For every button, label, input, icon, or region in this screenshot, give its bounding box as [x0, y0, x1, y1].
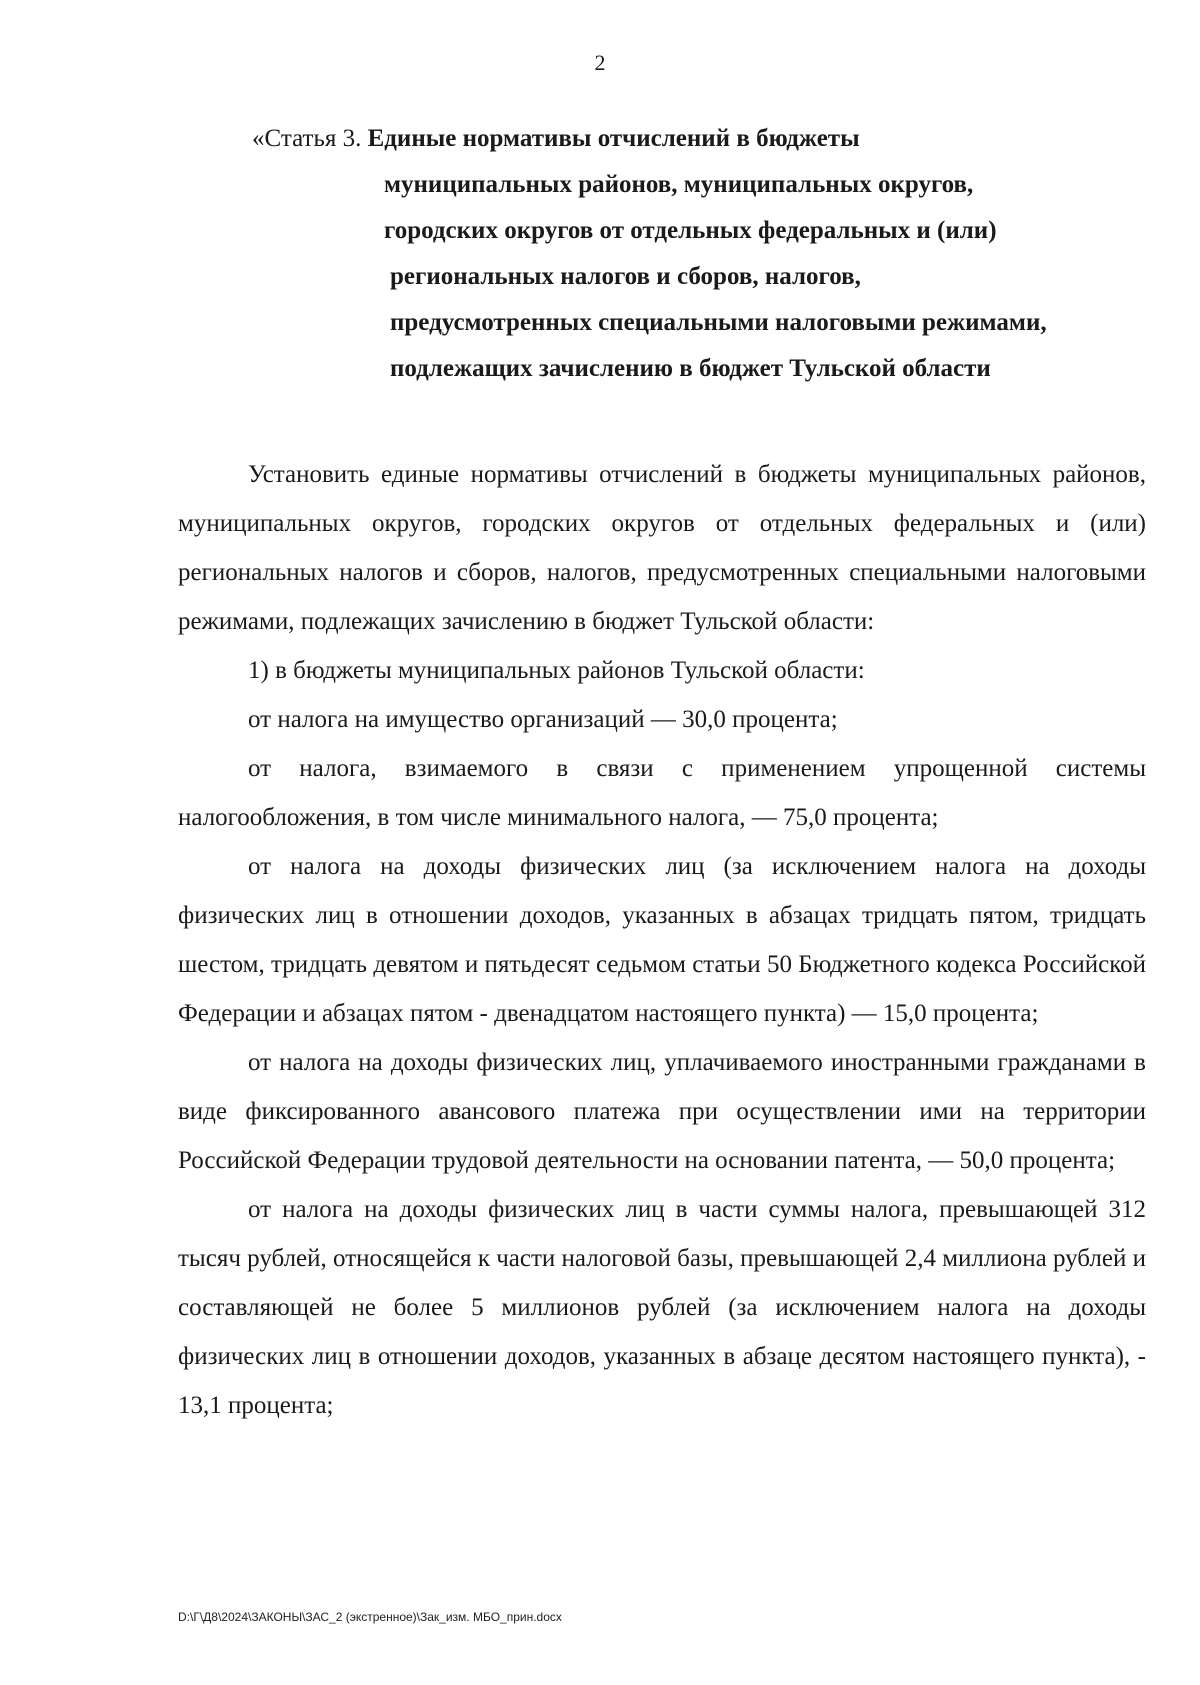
article-title-line: предусмотренных специальными налоговыми режимами, [390, 309, 1047, 336]
body-paragraph: от налога на доходы физических лиц (за исключением налога на доходы физических лиц в отношении доходов, указанных в абзацах тридцать пятом, тридцать шестом, тридцать девятом и пятьдесят седьмом статьи 50 Бюджетного кодекса Российской Федерации и абзацах пятом - двенадцатом настоящего пункта) — 15,0 процента; [178, 853, 1146, 1027]
body-paragraph: от налога на доходы физических лиц в части суммы налога, превышающей 312 тысяч рублей, относящейся к части налоговой базы, превышающей 2,4 миллиона рублей и составляющей не более 5 миллионов рублей (за исключением налога на доходы физических лиц в отношении доходов, указанных в абзаце десятом настоящего пункта), - 13,1 процента; [178, 1196, 1146, 1419]
article-title-line: муниципальных районов, муниципальных округов, [384, 171, 974, 198]
body-paragraph: от налога на имущество организаций — 30,0 процента; [248, 706, 838, 733]
file-path-footer: D:\Г\Д8\2024\ЗАКОНЫ\ЗАС_2 (экстренное)\Зак_изм. МБО_прин.docx [178, 1610, 562, 1624]
article-body [178, 450, 1146, 1430]
article-title-line: подлежащих зачислению в бюджет Тульской области [390, 355, 991, 382]
article-title-line: городских округов от отдельных федеральных и (или) [384, 217, 997, 244]
body-paragraph: от налога, взимаемого в связи с применением упрощенной системы налогообложения, в том числе минимального налога, — 75,0 процента; [178, 755, 1146, 831]
body-paragraph: Установить единые нормативы отчислений в бюджеты муниципальных районов, муниципальных округов, городских округов от отдельных федеральных и (или) региональных налогов и сборов, налогов, предусмотренных специальными налоговыми режимами, подлежащих зачислению в бюджет Тульской области: [178, 461, 1146, 635]
body-paragraph: от налога на доходы физических лиц, уплачиваемого иностранными гражданами в виде фиксированного авансового платежа при осуществлении ими на территории Российской Федерации трудовой деятельности на основании патента, — 50,0 процента; [178, 1049, 1146, 1174]
article-title-line: Единые нормативы отчислений в бюджеты [367, 125, 860, 152]
article-heading [252, 116, 1132, 392]
page-number: 2 [594, 50, 606, 75]
article-title-line: региональных налогов и сборов, налогов, [390, 263, 861, 290]
article-prefix: «Статья 3. [252, 125, 362, 152]
body-paragraph: 1) в бюджеты муниципальных районов Тульской области: [248, 657, 865, 684]
